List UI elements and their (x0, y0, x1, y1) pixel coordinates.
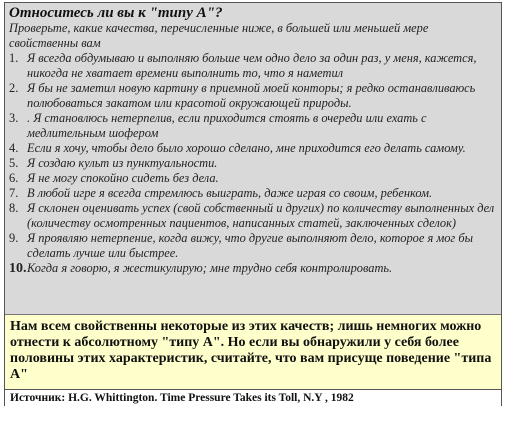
list-item (9, 81, 497, 111)
summary-note: Нам всем свойственны некоторые из этих качеств; лишь немногих можно отнести к абсолютному "типу А". Но если вы обнаружили у себя более половины этих характеристик, считайте, что вам присуще поведение "типа А" (5, 314, 501, 389)
item-number: 6. (9, 171, 19, 185)
quiz-list (9, 51, 497, 276)
item-text: . Я становлюсь нетерпелив, если приходится стоять в очереди или ехать с медлительным шофером (27, 111, 427, 140)
quiz-panel (5, 3, 501, 314)
item-number: 8. (9, 201, 19, 215)
list-item (9, 231, 497, 261)
source-citation: Источник: H.G. Whittington. Time Pressure Takes its Toll, N.Y , 1982 (5, 389, 501, 406)
item-number: 5. (9, 156, 19, 170)
list-item (9, 141, 497, 156)
item-text: Я всегда обдумываю и выполняю больше чем одно дело за один раз, у меня, кажется, никогда не хватает времени выполнить то, что я наметил (27, 51, 477, 80)
item-number: 2. (9, 81, 19, 95)
item-text: Я создаю культ из пунктуальности. (27, 156, 218, 170)
quiz-title: Относитесь ли вы к "типу А"? (9, 5, 223, 21)
list-item (9, 111, 497, 141)
item-number: 3. (9, 111, 19, 125)
list-item (9, 51, 497, 81)
list-item (9, 186, 497, 201)
document-frame (4, 2, 502, 406)
item-text: Я бы не заметил новую картину в приемной моей конторы; я редко останавливаюсь полюбоваться закатом или красотой окружающей природы. (27, 81, 476, 110)
item-number: 7. (9, 186, 19, 200)
item-text: Я проявляю нетерпение, когда вижу, что другие выполняют дело, которое я мог бы сделать лучше или быстрее. (27, 231, 473, 260)
list-item (9, 261, 497, 276)
item-number: 10. (9, 261, 27, 276)
list-item (9, 171, 497, 186)
item-number: 1. (9, 51, 19, 65)
list-item (9, 201, 497, 231)
item-number: 9. (9, 231, 19, 245)
item-text: Если я хочу, чтобы дело было хорошо сделано, мне приходится его делать самому. (27, 141, 466, 155)
item-text: Когда я говорю, я жестикулирую; мне трудно себя контролировать. (27, 261, 393, 275)
quiz-intro: Проверьте, какие качества, перечисленные ниже, в большей или меньшей мере свойственны вам (9, 21, 429, 50)
item-text: Я не могу спокойно сидеть без дела. (27, 171, 219, 185)
item-text: В любой игре я всегда стремлюсь выиграть, даже играя со своим, ребенком. (27, 186, 433, 200)
item-text: Я склонен оценивать успех (свой собственный и других) по количеству выполненных дел (количеству осмотренных пациентов, написанных статей, заключенных сделок) (27, 201, 495, 230)
item-number: 4. (9, 141, 19, 155)
list-item (9, 156, 497, 171)
